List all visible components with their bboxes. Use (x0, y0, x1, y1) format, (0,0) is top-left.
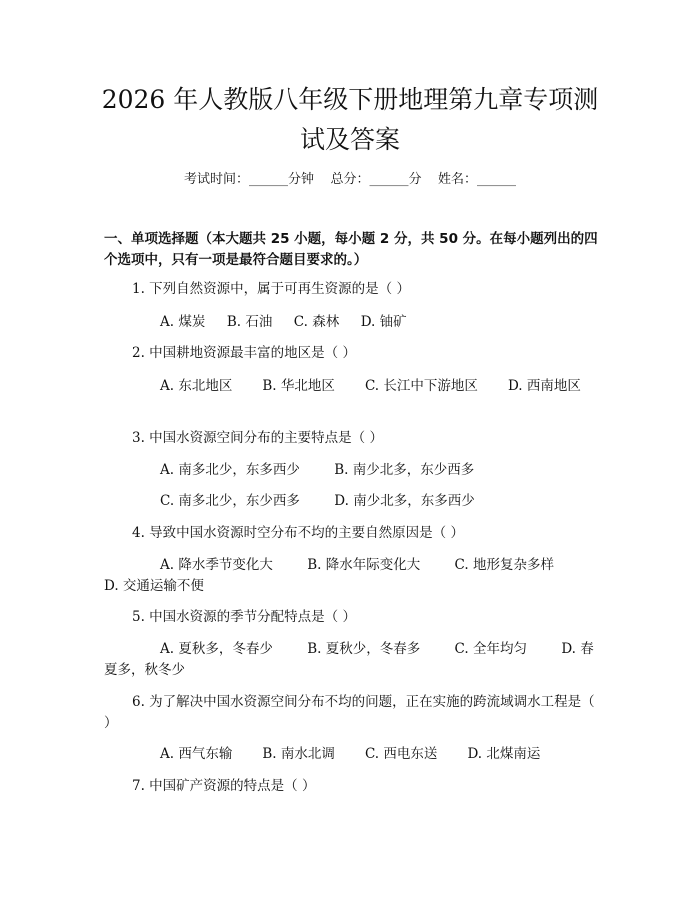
question-7-stem: 7. 中国矿产资源的特点是（ ） (132, 778, 316, 794)
q3-option-a: A. 南多北少，东多西少 (160, 462, 300, 478)
q1-option-c: C. 森林 (293, 314, 340, 330)
q4-option-b: B. 降水年际变化大 (307, 557, 421, 573)
q4-option-d: D. 交通运输不便 (104, 578, 204, 594)
q5-option-a: A. 夏秋多，冬春少 (160, 641, 273, 657)
q5-option-d: D. 春夏多，秋冬少 (104, 641, 594, 678)
question-4-options (104, 555, 600, 597)
q2-option-a: A. 东北地区 (160, 378, 233, 394)
question-6-stem: 6. 为了解决中国水资源空间分布不均的问题，正在实施的跨流域调水工程是（ ） (104, 694, 595, 731)
question-3-options-row-1 (104, 460, 600, 481)
page-title (90, 80, 610, 160)
q5-option-c: C. 全年均匀 (454, 641, 527, 657)
question-4-stem: 4. 导致中国水资源时空分布不均的主要自然原因是（ ） (132, 525, 464, 541)
q4-option-a: A. 降水季节变化大 (160, 557, 273, 573)
exam-info-line: 考试时间：______分钟 总分：______分 姓名：______ (183, 172, 517, 187)
q3-option-c: C. 南多北少，东少西多 (160, 493, 300, 509)
q6-option-c: C. 西电东送 (364, 746, 438, 762)
question-5-options (104, 639, 600, 681)
q6-option-b: B. 南水北调 (262, 746, 335, 762)
question-2-stem: 2. 中国耕地资源最丰富的地区是（ ） (132, 345, 356, 361)
title-line-2: 试及答案 (299, 125, 400, 154)
q2-option-d: D. 西南地区 (507, 378, 581, 394)
q1-option-a: A. 煤炭 (160, 314, 206, 330)
q2-option-b: B. 华北地区 (262, 378, 335, 394)
title-line-1: 2026 年人教版八年级下册地理第九章专项测 (101, 85, 599, 114)
q5-option-b: B. 夏秋少，冬春多 (307, 641, 421, 657)
q3-option-d: D. 南少北多，东多西少 (334, 493, 475, 509)
q2-option-c: C. 长江中下游地区 (364, 378, 478, 394)
question-6-options (104, 744, 600, 765)
q6-option-d: D. 北煤南运 (467, 746, 541, 762)
section-heading: 一、单项选择题（本大题共 25 小题，每小题 2 分，共 50 分。在每小题列出的四个选项中，只有一项是最符合题目要求的。） (104, 231, 598, 268)
question-2-options (104, 376, 600, 397)
question-1-stem: 1. 下列自然资源中，属于可再生资源的是（ ） (132, 281, 410, 297)
q3-option-b: B. 南少北多，东少西多 (334, 462, 475, 478)
q1-option-d: D. 铀矿 (360, 314, 407, 330)
question-5-stem: 5. 中国水资源的季节分配特点是（ ） (132, 609, 356, 625)
q1-option-b: B. 石油 (226, 314, 273, 330)
q4-option-c: C. 地形复杂多样 (454, 557, 554, 573)
question-1-options (104, 312, 600, 333)
question-3-stem: 3. 中国水资源空间分布的主要特点是（ ） (132, 430, 383, 446)
q6-option-a: A. 西气东输 (160, 746, 233, 762)
question-3-options-row-2 (104, 491, 600, 512)
